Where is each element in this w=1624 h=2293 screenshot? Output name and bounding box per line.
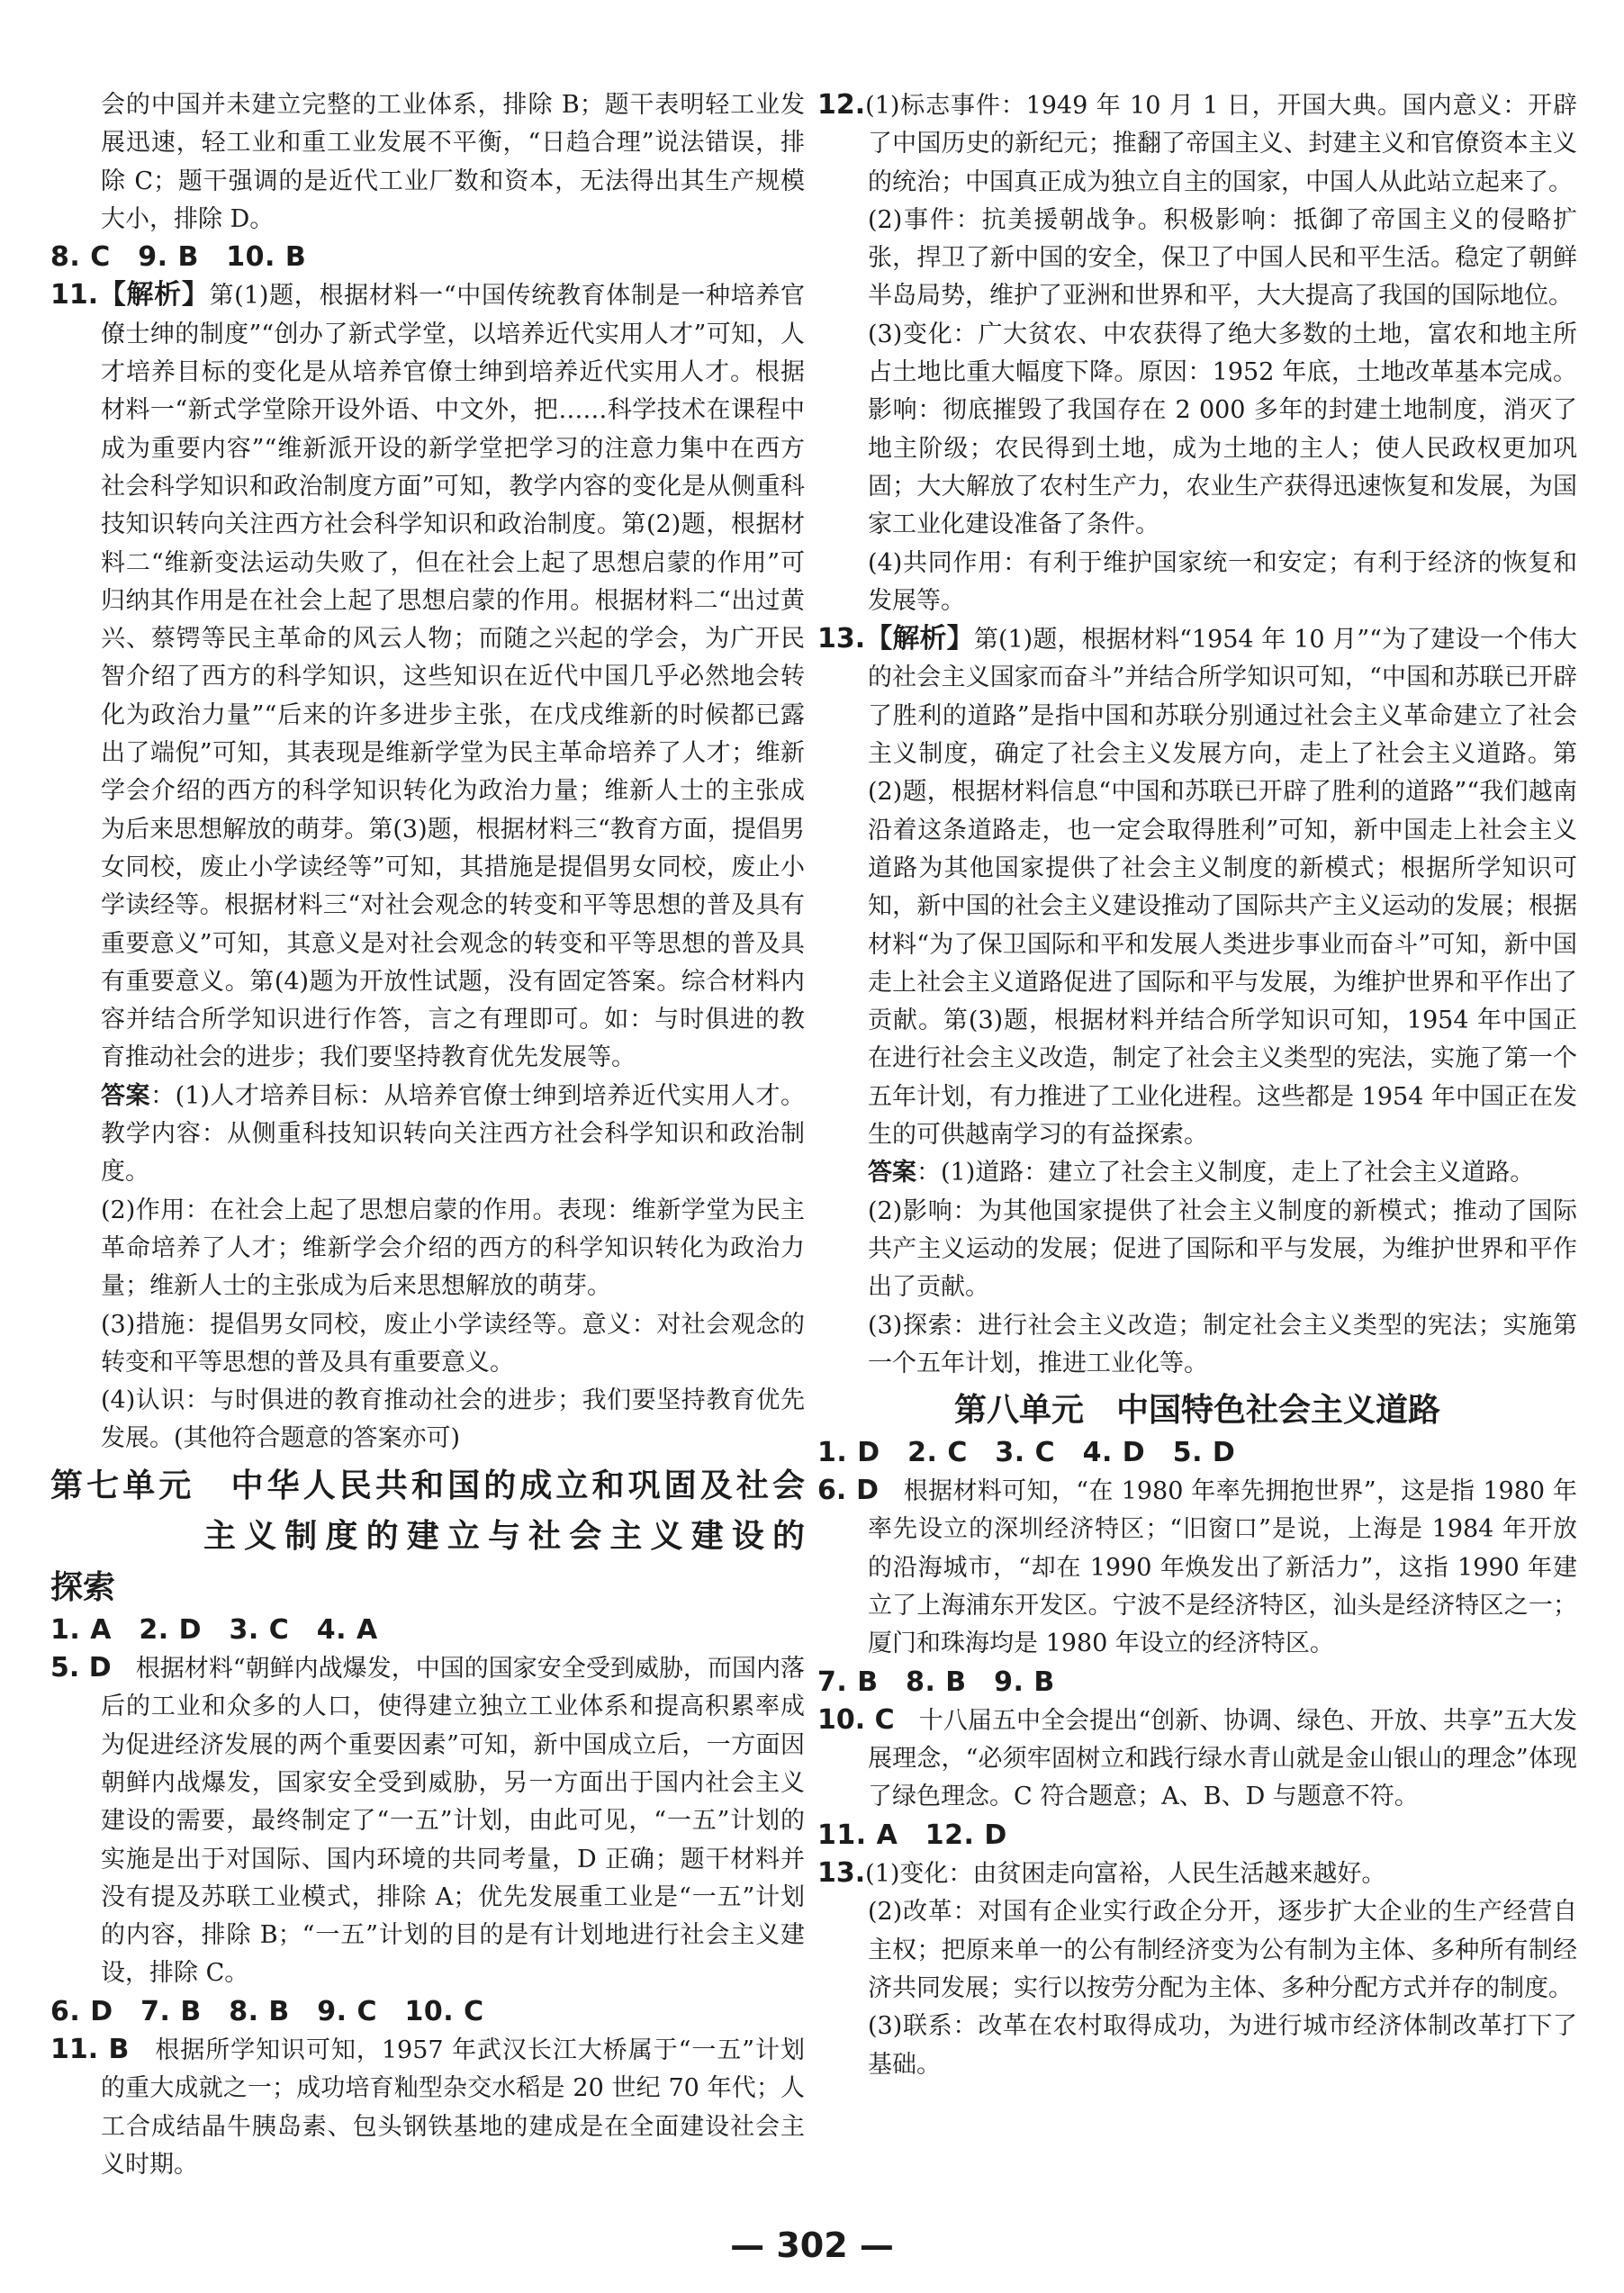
answer-row: 1. D 2. C 3. C 4. D 5. D — [817, 1436, 1236, 1468]
answer-part-3: (3)措施：提倡男女同校，废止小学读经等。意义：对社会观念的转变和平等思想的普及具有重要意义。 — [101, 1310, 805, 1377]
question-13 — [817, 620, 1577, 1154]
unit-7-title-line-2: 主义制度的建立与社会主义建设的 — [203, 1517, 805, 1556]
answer-part-2: (2)改革：对国有企业实行政企分开，逐步扩大企业的生产经营自主权；把原来单一的公有制经济变为公有制为主体、多种所有制经济共同发展；实行以按劳分配为主体、多种分配方式并存的制度。 — [868, 1898, 1577, 2002]
answer-row: 1. A 2. D 3. C 4. A — [50, 1613, 378, 1646]
unit-7-title-line-1: 第七单元 中华人民共和国的成立和巩固及社会 — [50, 1466, 805, 1504]
question-text: 根据材料“朝鲜内战爆发，中国的国家安全受到威胁，而国内落后的工业和众多的人口，使得建立独立工业体系和提高积累率成为促进经济发展的两个重要因素”可知，新中国成立后，一方面因朝鲜内战爆发，国家安全受到威胁，另一方面出于国内社会主义建设的需要，最终制定了“一五”计划，由此可见，“一五”计划的实施是出于对国际、国内环境的共同考量，D 正确；题干材料并没有提及苏联工业模式，排除 A；优先发展重工业是“一五”计划的内容，排除 B；“一五”计划的目的是有计划地进行社会主义建设，排除 C。 — [101, 1655, 805, 1988]
question-10 — [817, 1702, 1577, 1817]
unit-8-title: 第八单元 中国特色社会主义道路 — [953, 1391, 1440, 1430]
analysis-tag: 【解析】 — [98, 279, 210, 311]
question-12 — [817, 86, 1577, 202]
answer-part-1 — [50, 1078, 805, 1192]
answer-text: ：(1)道路：建立了社会主义制度，走上了社会主义道路。 — [916, 1159, 1535, 1187]
answer-part-3: (3)联系：改革在农村取得成功，为进行城市经济体制改革打下了基础。 — [868, 2012, 1577, 2079]
answer-part-4: (4)认识：与时俱进的教育推动社会的进步；我们要坚持教育优先发展。(其他符合题意的答案亦可) — [101, 1386, 805, 1453]
answer-row: 8. C 9. B 10. B — [50, 241, 307, 274]
answer-part-1 — [817, 1154, 1577, 1192]
question-text: 根据材料可知，“在 1980 年率先拥抱世界”，这是指 1980 年率先设立的深圳经济特区；“旧窗口”是说，上海是 1984 年开放的沿海城市，“却在 1990 年焕发出了新活力”，这指 1990 年建立了上海浦东开发区。宁波不是经济特区，汕头是经济特区之一；厦门和珠海均是 1980 年设立的经济特区。 — [868, 1477, 1577, 1658]
question-text: 根据所学知识可知，1957 年武汉长江大桥属于“一五”计划的重大成就之一；成功培育籼型杂交水稻是 20 世纪 70 年代；人工合成结晶牛胰岛素、包头钢铁基地的建成是在全面建设社会主义时期。 — [101, 2036, 805, 2179]
question-number: 13. — [817, 1857, 866, 1890]
question-11 — [50, 276, 805, 1077]
analysis-text: 第(1)题，根据材料一“中国传统教育体制是一种培养官僚士绅的制度”“创办了新式学堂，以培养近代实用人才”可知，人才培养目标的变化是从培养官僚士绅到培养近代实用人才。根据材料一“新式学堂除开设外语、中文外，把……科学技术在课程中成为重要内容”“维新派开设的新学堂把学习的注意力集中在西方社会科学知识和政治制度方面”可知，教学内容的变化是从侧重科技知识转向关注西方社会科学知识和政治制度。第(2)题，根据材料二“维新变法运动失败了，但在社会上起了思想启蒙的作用”可归纳其作用是在社会上起了思想启蒙的作用。根据材料二“出过黄兴、蔡锷等民主革命的风云人物；而随之兴起的学会，为广开民智介绍了西方的科学知识，这些知识在近代中国几乎必然地会转化为政治力量”“后来的许多进步主张，在戊戌维新的时候都已露出了端倪”可知，其表现是维新学堂为民主革命培养了人才；维新学会介绍的西方的科学知识转化为政治力量；维新人士的主张成为后来思想解放的萌芽。第(3)题，根据材料三“教育方面，提倡男女同校，废止小学读经等”可知，其措施是提倡男女同校，废止小学读经等。根据材料三“对社会观念的转变和平等思想的普及具有重要意义”可知，其意义是对社会观念的转变和平等思想的普及具有重要意义。第(4)题为开放性试题，没有固定答案。综合材料内容并结合所学知识进行作答，言之有理即可。如：与时俱进的教育推动社会的进步；我们要坚持教育优先发展等。 — [101, 282, 805, 1072]
answer-text: ：(1)人才培养目标：从培养官僚士绅到培养近代实用人才。教学内容：从侧重科技知识转向关注西方社会科学知识和政治制度。 — [101, 1081, 805, 1187]
answer-label: 答案 — [101, 1081, 151, 1110]
page-number: — 302 — — [730, 2225, 894, 2265]
answer-text: (1)变化：由贫困走向富裕，人民生活越来越好。 — [865, 1860, 1386, 1889]
question-number: 12. — [817, 89, 866, 121]
left-column — [50, 86, 805, 2184]
question-13b — [817, 1855, 1577, 1893]
question-text: 十八届五中全会提出“创新、协调、绿色、开放、共享”五大发展理念，“必须牢固树立和践行绿水青山就是金山银山的理念”体现了绿色理念。C 符合题意；A、B、D 与题意不符。 — [868, 1706, 1578, 1811]
question-number: 11. B — [50, 2034, 130, 2066]
question-number: 5. D — [50, 1652, 112, 1684]
analysis-text: 第(1)题，根据材料“1954 年 10 月”“为了建设一个伟大的社会主义国家而奋斗”并结合所学知识可知，“中国和苏联已开辟了胜利的道路”是指中国和苏联分别通过社会主义革命建立了社会主义制度，确定了社会主义发展方向，走上了社会主义道路。第(2)题，根据材料信息“中国和苏联已开辟了胜利的道路”“我们越南沿着这条道路走，也一定会取得胜利”可知，新中国走上社会主义道路为其他国家提供了社会主义制度的新模式；根据所学知识可知，新中国的社会主义建设推动了国际共产主义运动的发展；根据材料“为了保卫国际和平和发展人类进步事业而奋斗”可知，新中国走上社会主义道路促进了国际和平与发展，为维护世界和平作出了贡献。第(3)题，根据材料并结合所学知识可知，1954 年中国正在进行社会主义改造，制定了社会主义类型的宪法，实施了第一个五年计划，有力推进了工业化进程。这些都是 1954 年中国正在发生的可供越南学习的有益探索。 — [868, 626, 1577, 1150]
answer-part-2: (2)事件：抗美援朝战争。积极影响：抵御了帝国主义的侵略扩张，捍卫了新中国的安全，保卫了中国人民和平生活。稳定了朝鲜半岛局势，维护了亚洲和世界和平，大大提高了我国的国际地位。 — [868, 205, 1577, 311]
answer-part-2: (2)作用：在社会上起了思想启蒙的作用。表现：维新学堂为民主革命培养了人才；维新学会介绍的西方的科学知识转化为政治力量；维新人士的主张成为后来思想解放的萌芽。 — [101, 1196, 805, 1301]
question-number: 10. C — [817, 1703, 895, 1736]
answer-row: 7. B 8. B 9. B — [817, 1666, 1055, 1698]
question-5 — [50, 1649, 805, 1993]
question-number: 13. — [817, 623, 866, 655]
unit-7-title-line-3: 探索 — [50, 1568, 116, 1607]
answer-part-3: (3)探索：进行社会主义改造；制定社会主义类型的宪法；实施第一个五年计划，推进工业化等。 — [868, 1311, 1577, 1377]
answer-row: 6. D 7. B 8. B 9. C 10. C — [50, 1995, 484, 2027]
answer-label: 答案 — [868, 1159, 916, 1187]
right-column — [817, 86, 1577, 2084]
answer-text: (1)标志事件：1949 年 10 月 1 日，开国大典。国内意义：开辟了中国历史的新纪元；推翻了帝国主义、封建主义和官僚资本主义的统治；中国真正成为独立自主的国家，中国人从此站立起来了。 — [865, 92, 1577, 196]
answer-part-4: (4)共同作用：有利于维护国家统一和安定；有利于经济的恢复和发展等。 — [868, 548, 1577, 615]
question-11b — [50, 2031, 805, 2184]
answer-row: 11. A 12. D — [817, 1819, 1007, 1851]
question-number: 6. D — [817, 1475, 879, 1507]
question-number: 11. — [50, 279, 99, 311]
analysis-tag: 【解析】 — [865, 623, 974, 655]
answer-part-2: (2)影响：为其他国家提供了社会主义制度的新模式；推动了国际共产主义运动的发展；促进了国际和平与发展，为维护世界和平作出了贡献。 — [868, 1196, 1577, 1302]
question-6 — [817, 1472, 1577, 1663]
answer-part-3: (3)变化：广大贫农、中农获得了绝大多数的土地，富农和地主所占土地比重大幅度下降。原因：1952 年底，土地改革基本完成。影响：彻底摧毁了我国存在 2 000 多年的封建土地制度，消灭了地主阶级；农民得到土地，成为土地的主人；使人民政权更加巩固；大大解放了农村生产力，农业生产获得迅速恢复和发展，为国家工业化建设准备了条件。 — [868, 320, 1577, 539]
paragraph-continuation: 会的中国并未建立完整的工业体系，排除 B；题干表明轻工业发展迅速，轻工业和重工业发展不平衡，“日趋合理”说法错误，排除 C；题干强调的是近代工业厂数和资本，无法得出其生产规模大小，排除 D。 — [101, 91, 805, 233]
